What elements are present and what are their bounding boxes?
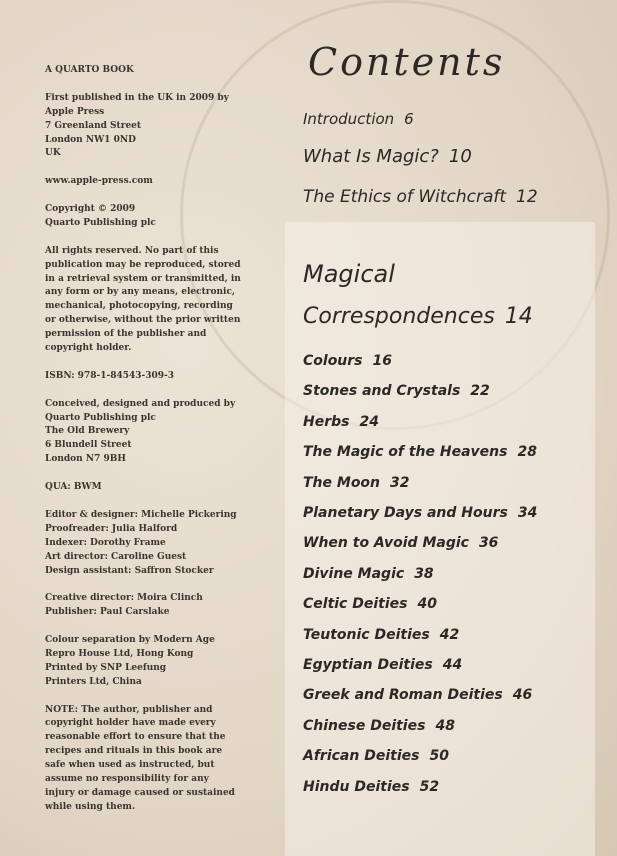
toc-label: Chinese Deities [303,717,426,734]
imprint-line: The Old Brewery [45,426,130,437]
imprint-paragraph [45,704,270,815]
imprint-line: A QUARTO BOOK [45,65,134,75]
imprint-line: Conceived, designed and produced by [45,398,236,409]
toc-label: Colours [303,353,363,369]
imprint-line: NOTE: The author, publisher and [45,704,213,715]
imprint-line: All rights reserved. No part of this [45,245,219,256]
imprint-line: recipes and rituals in this book are [45,746,223,757]
imprint-line: publication may be reproduced, stored [45,259,241,270]
toc-page: 14 [504,304,533,329]
imprint-line: Colour separation by Modern Age [45,635,215,645]
toc-label: Divine Magic [303,565,405,582]
toc-label: Herbs [303,413,350,430]
imprint-line: permission of the publisher and [45,329,207,340]
toc-entry-what-is-magic[interactable] [303,146,472,167]
toc-label: Greek and Roman Deities [303,687,503,704]
toc-page: 46 [512,687,533,704]
imprint-paragraph [45,481,270,495]
section-heading-line2: Correspondences [303,304,495,329]
imprint-line: injury or damage caused or sustained [45,787,235,798]
toc-entry[interactable] [303,627,459,643]
toc-page: 24 [359,413,379,430]
toc-label: Hindu Deities [303,778,410,795]
toc-label: Teutonic Deities [303,626,430,643]
toc-entry[interactable] [303,748,449,764]
imprint-line: mechanical, photocopying, recording [45,301,233,312]
toc-page: 36 [478,535,499,552]
imprint-line: or otherwise, without the prior written [45,315,241,326]
toc-page: 40 [417,596,437,613]
imprint-line: while using them. [45,801,136,812]
imprint-line: London NW1 0ND [45,134,136,145]
imprint-line: Creative director: Moira Clinch [45,593,203,604]
imprint-line: ISBN: 978-1-84543-309-3 [45,370,175,381]
imprint-line: assume no responsibility for any [45,774,209,785]
toc-page: 32 [390,474,410,491]
toc-label: Introduction [303,110,395,128]
toc-entry[interactable] [303,596,437,612]
toc-entry[interactable] [303,414,379,430]
imprint-line[interactable]: www.apple-press.com [45,176,153,187]
toc-label: The Magic of the Heavens [303,444,508,461]
imprint-line: Indexer: Dorothy Frame [45,537,166,548]
imprint-paragraph [45,245,270,356]
toc-entry[interactable] [303,657,462,673]
toc-entry[interactable] [303,353,392,369]
toc-page: 12 [516,187,538,207]
toc-entry[interactable] [303,444,537,460]
toc-page: 42 [439,626,460,643]
imprint-line: Copyright © 2009 [45,204,136,215]
imprint-line: copyright holder have made every [45,718,216,729]
imprint-line: UK [45,148,61,159]
toc-page: 10 [448,146,472,167]
toc-entry[interactable] [303,566,434,582]
imprint-line: in a retrieval system or transmitted, in [45,273,241,284]
toc-label: Egyptian Deities [303,657,433,673]
toc-page: 28 [517,444,537,461]
imprint-line: reasonable effort to ensure that the [45,732,226,743]
toc-entry[interactable] [303,779,439,795]
imprint-paragraph [45,92,270,162]
toc-label: Planetary Days and Hours [303,505,508,521]
toc-label: Celtic Deities [303,596,408,613]
imprint-line: Publisher: Paul Carslake [45,607,170,618]
imprint-text [45,64,270,829]
toc-page: 48 [435,717,455,734]
toc-label: The Moon [303,474,381,491]
toc-page: 16 [372,353,392,369]
section-heading-line1: Magical [303,260,395,288]
imprint-line: Editor & designer: Michelle Pickering [45,509,237,520]
imprint-paragraph [45,592,270,620]
toc-entry[interactable] [303,505,537,521]
toc-label: The Ethics of Witchcraft [303,187,507,207]
toc-entry[interactable] [303,383,490,399]
imprint-paragraph [45,64,270,78]
imprint-paragraph [45,398,270,468]
imprint-line: safe when used as instructed, but [45,760,215,771]
toc-entry-introduction[interactable] [303,110,414,128]
toc-entry[interactable] [303,687,532,703]
imprint-line: 7 Greenland Street [45,120,142,131]
toc-entry[interactable] [303,535,498,551]
imprint-line: Proofreader: Julia Halford [45,523,178,534]
imprint-line: London N7 9BH [45,454,126,465]
toc-page: 38 [414,565,434,582]
toc-label: African Deities [303,748,420,765]
imprint-line: 6 Blundell Street [45,440,132,451]
toc-page: 6 [404,110,414,128]
imprint-line: QUA: BWM [45,482,102,493]
imprint-paragraph [45,634,270,690]
section-heading-magical-correspondences[interactable] [303,304,533,329]
imprint-line: Design assistant: Saffron Stocker [45,565,214,576]
toc-page: 22 [470,383,490,400]
toc-entry-ethics[interactable] [303,187,538,207]
toc-label: Stones and Crystals [303,383,461,400]
toc-entry[interactable] [303,475,410,491]
imprint-line: copyright holder. [45,343,132,354]
toc-page: 44 [442,657,463,673]
imprint-line: any form or by any means, electronic, [45,287,236,298]
imprint-line: Quarto Publishing plc [45,217,156,228]
imprint-paragraph [45,509,270,579]
imprint-line: Apple Press [45,106,105,117]
imprint-paragraph [45,175,270,189]
imprint-paragraph [45,370,270,384]
toc-page: 52 [419,778,440,795]
contents-title: Contents [308,40,506,84]
toc-page: 50 [429,748,449,765]
toc-label: What Is Magic? [303,146,439,167]
imprint-line: Art director: Caroline Guest [45,551,187,562]
imprint-line: Printed by SNP Leefung [45,662,167,673]
toc-label: When to Avoid Magic [303,535,469,552]
imprint-line: Quarto Publishing plc [45,412,156,423]
imprint-line: Printers Ltd, China [45,676,142,687]
imprint-paragraph [45,203,270,231]
imprint-line: Repro House Ltd, Hong Kong [45,648,194,659]
toc-page: 34 [517,505,538,521]
toc-entry[interactable] [303,718,455,734]
imprint-line: First published in the UK in 2009 by [45,92,229,103]
